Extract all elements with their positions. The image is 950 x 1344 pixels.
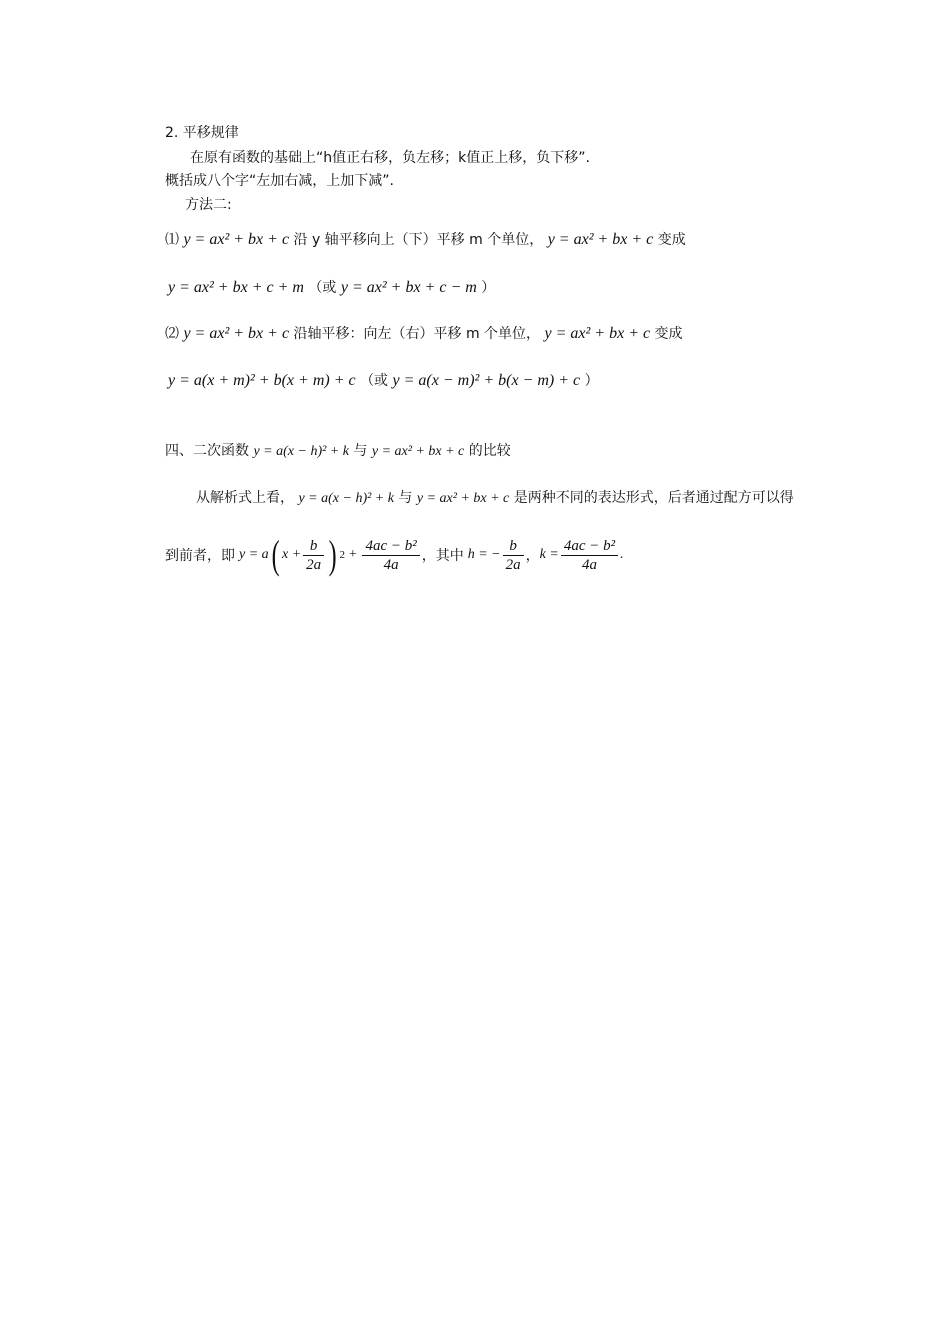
equation: y = a(x − h)² + k [298, 491, 394, 506]
item-text: 沿 y 轴平移向上（下）平移 m 个单位， [293, 232, 544, 248]
method-text: 方法二: [185, 197, 232, 213]
item-text: 变成 [654, 326, 683, 342]
item1-line1 [165, 230, 686, 250]
summary-text: 概括成八个字“左加右减，上加下减”. [165, 173, 394, 189]
equation: y = a [239, 547, 269, 562]
equation: y = ax² + bx + c [547, 231, 654, 248]
item-marker: ⑴ [165, 232, 179, 248]
paragraph-text: ，其中 [421, 548, 464, 564]
denominator: 4a [383, 556, 399, 573]
paragraph-text: 到前者，即 [165, 548, 235, 564]
item-text: 沿轴平移：向左（右）平移 m 个单位， [293, 326, 541, 342]
item-text: （或 [360, 373, 389, 389]
heading-text: 与 [353, 443, 368, 459]
fraction [561, 537, 618, 574]
fraction [303, 537, 324, 574]
equation: y = ax² + bx + c [416, 491, 510, 506]
rule-paragraph [190, 148, 590, 168]
item1-line2 [168, 278, 495, 298]
equation: k = [539, 547, 559, 562]
vertex-form-line [165, 533, 624, 577]
numerator: 4ac − b² [362, 537, 419, 556]
equation: y = a(x − h)² + k [253, 444, 349, 459]
equation: x + [282, 547, 302, 562]
item-text: ） [584, 373, 599, 389]
summary-paragraph [165, 171, 394, 191]
item2-line2 [168, 371, 599, 391]
method-label [185, 195, 232, 215]
equation: y = ax² + bx + c [183, 231, 290, 248]
equation: y = ax² + bx + c [371, 444, 465, 459]
left-paren: ( [271, 532, 280, 577]
denominator: 2a [505, 556, 521, 573]
denominator: 4a [581, 556, 597, 573]
numerator: b [303, 537, 324, 556]
paragraph-text: 是两种不同的表达形式，后者通过配方可以得 [513, 490, 794, 506]
denominator: 2a [306, 556, 322, 573]
heading-text: 四、二次函数 [165, 443, 249, 459]
heading-text: 的比较 [468, 443, 511, 459]
paragraph-text: 与 [398, 490, 413, 506]
fraction [503, 537, 524, 574]
exponent: 2 [339, 549, 345, 561]
paragraph-text: 从解析式上看， [196, 490, 294, 506]
equation: y = ax² + bx + c [183, 325, 290, 342]
equation: h = − [467, 547, 501, 562]
section-heading [165, 123, 239, 143]
numerator: 4ac − b² [561, 537, 618, 556]
paragraph-text: ， [525, 548, 540, 564]
comparison-paragraph [196, 488, 794, 509]
item-text: 变成 [657, 232, 686, 248]
equation: y = ax² + bx + c [544, 325, 651, 342]
fraction [362, 537, 419, 574]
item2-line1 [165, 324, 683, 344]
equation: y = ax² + bx + c − m [340, 279, 477, 296]
rule-text: 在原有函数的基础上“h值正右移，负左移；k值正上移，负下移”. [190, 150, 590, 166]
period: . [620, 547, 624, 562]
equation: y = ax² + bx + c + m [168, 279, 304, 296]
item-text: ） [481, 280, 496, 296]
right-paren: ) [328, 532, 337, 577]
operator: + [348, 547, 358, 562]
item-text: （或 [308, 280, 337, 296]
heading-text: 2. 平移规律 [165, 125, 239, 141]
section4-heading [165, 441, 511, 462]
equation: y = a(x − m)² + b(x − m) + c [392, 372, 581, 389]
item-marker: ⑵ [165, 326, 179, 342]
numerator: b [503, 537, 524, 556]
equation: y = a(x + m)² + b(x + m) + c [168, 372, 356, 389]
